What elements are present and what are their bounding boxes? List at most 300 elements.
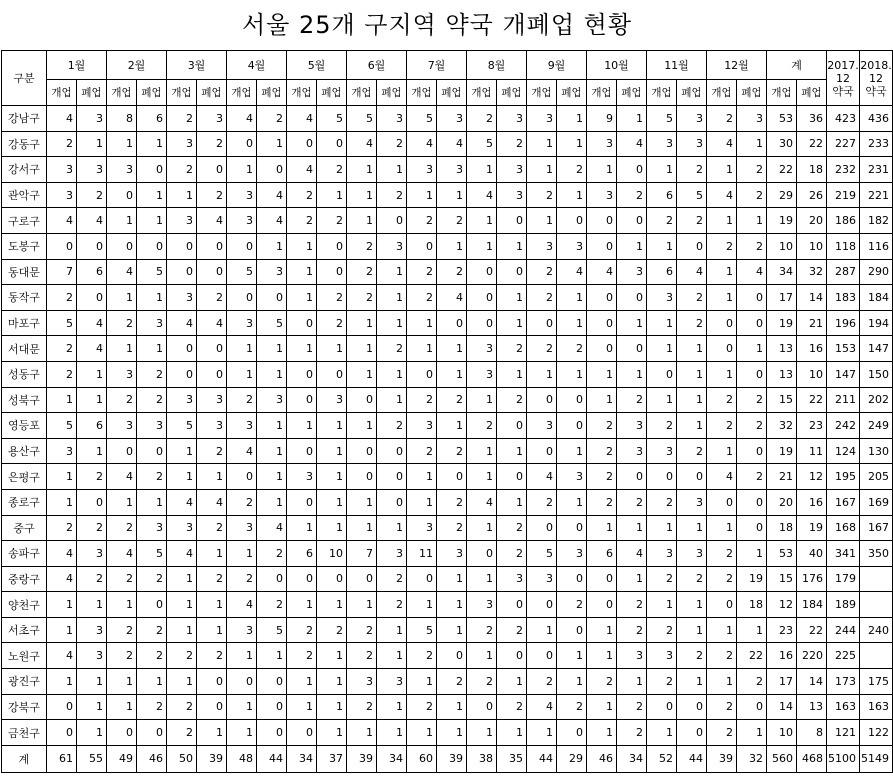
table-cell: 0 [197,361,227,387]
table-cell: 0 [407,361,437,387]
table-cell: 0 [287,361,317,387]
table-row [2,336,893,362]
table-cell: 163 [860,694,893,720]
table-cell: 2 [707,694,737,720]
header-close: 폐업 [797,80,827,106]
table-cell: 1 [377,515,407,541]
table-cell: 1 [47,617,77,643]
table-cell: 13 [767,336,797,362]
table-cell: 2 [707,566,737,592]
table-cell: 3 [467,592,497,618]
table-cell: 1 [437,720,467,746]
table-cell: 1 [587,720,617,746]
table-cell: 2 [647,489,677,515]
table-cell: 4 [47,566,77,592]
table-cell: 2 [47,361,77,387]
table-cell: 1 [287,285,317,311]
table-cell: 1 [497,489,527,515]
table-cell: 5 [407,106,437,132]
table-cell: 2 [317,285,347,311]
district-name: 송파구 [2,541,47,567]
table-cell: 2 [407,259,437,285]
table-cell: 2 [557,694,587,720]
table-cell: 0 [137,233,167,259]
table-cell: 5 [167,413,197,439]
table-cell: 0 [587,233,617,259]
table-cell: 2 [527,336,557,362]
table-cell: 10 [767,720,797,746]
table-cell: 468 [797,745,827,772]
table-cell: 4 [347,131,377,157]
table-cell: 0 [227,464,257,490]
table-cell: 3 [77,157,107,183]
table-cell: 0 [557,387,587,413]
table-cell: 2 [287,182,317,208]
table-cell: 6 [77,413,107,439]
table-cell: 39 [347,745,377,772]
district-name: 강서구 [2,157,47,183]
table-cell: 1 [317,413,347,439]
district-name: 서대문 [2,336,47,362]
header-close: 폐업 [377,80,407,106]
table-cell: 1 [137,285,167,311]
table-cell: 3 [497,566,527,592]
table-cell: 14 [797,669,827,695]
table-cell: 3 [77,643,107,669]
header-close: 폐업 [677,80,707,106]
table-cell: 3 [167,515,197,541]
district-name: 중랑구 [2,566,47,592]
table-cell: 0 [167,361,197,387]
table-cell: 1 [377,259,407,285]
table-cell: 4 [227,438,257,464]
district-name: 성북구 [2,387,47,413]
table-cell: 1 [707,361,737,387]
header-open: 개업 [167,80,197,106]
header-close: 폐업 [617,80,647,106]
table-row [2,106,893,132]
table-cell: 0 [647,694,677,720]
table-cell: 4 [47,541,77,567]
table-cell: 3 [617,259,647,285]
table-cell: 1 [707,208,737,234]
table-cell: 1 [77,438,107,464]
table-cell: 1 [107,669,137,695]
table-cell: 7 [47,259,77,285]
table-cell: 2 [437,208,467,234]
table-cell: 46 [137,745,167,772]
table-cell: 2 [47,336,77,362]
table-cell: 1 [317,720,347,746]
table-cell: 0 [557,566,587,592]
table-cell: 0 [707,310,737,336]
table-cell: 0 [227,131,257,157]
table-cell: 0 [677,233,707,259]
table-cell: 30 [767,131,797,157]
table-cell: 1 [557,182,587,208]
table-cell: 1 [377,310,407,336]
table-row [2,131,893,157]
table-cell: 1 [197,617,227,643]
table-cell: 2 [107,310,137,336]
table-cell: 3 [557,464,587,490]
table-cell: 3 [377,541,407,567]
table-cell: 2 [137,694,167,720]
table-cell: 1 [167,182,197,208]
table-cell: 0 [317,361,347,387]
header-month: 계 [767,51,827,80]
table-cell: 2 [47,131,77,157]
table-cell: 2 [557,592,587,618]
table-cell: 0 [617,208,647,234]
table-cell: 2 [137,464,167,490]
table-cell: 244 [827,617,860,643]
table-cell: 189 [827,592,860,618]
table-cell: 2 [737,182,767,208]
table-cell: 0 [197,233,227,259]
table-cell: 3 [497,182,527,208]
table-cell: 0 [407,233,437,259]
table-cell: 2 [527,285,557,311]
table-row [2,157,893,183]
table-cell: 21 [767,464,797,490]
table-cell: 2 [737,233,767,259]
table-cell: 2 [617,592,647,618]
table-cell: 1 [227,157,257,183]
table-cell: 2 [317,157,347,183]
table-cell: 49 [107,745,137,772]
table-cell: 2 [707,233,737,259]
table-cell: 1 [497,361,527,387]
table-cell: 3 [647,438,677,464]
table-cell: 147 [827,361,860,387]
table-cell: 0 [47,694,77,720]
table-cell: 1 [257,361,287,387]
table-cell: 4 [47,208,77,234]
table-cell [860,566,893,592]
table-cell: 3 [677,541,707,567]
table-cell: 1 [347,489,377,515]
table-cell: 5 [527,541,557,567]
table-cell: 0 [407,566,437,592]
table-cell: 3 [647,541,677,567]
table-cell: 3 [527,566,557,592]
table-cell: 1 [467,233,497,259]
table-cell: 20 [767,489,797,515]
table-cell: 3 [227,515,257,541]
table-cell: 0 [677,464,707,490]
table-cell: 1 [587,361,617,387]
table-cell: 32 [767,413,797,439]
table-cell: 8 [107,106,137,132]
table-cell: 2 [227,489,257,515]
table-cell: 1 [167,464,197,490]
table-cell: 1 [287,669,317,695]
table-cell: 4 [77,208,107,234]
table-cell: 3 [167,131,197,157]
table-cell: 6 [587,541,617,567]
table-cell: 1 [287,233,317,259]
table-cell: 1 [467,566,497,592]
table-cell: 1 [677,592,707,618]
table-cell: 1 [557,438,587,464]
table-cell: 1 [47,669,77,695]
table-cell: 15 [767,387,797,413]
table-cell: 2 [707,413,737,439]
table-cell: 1 [617,310,647,336]
table-cell [860,592,893,618]
table-cell: 1 [377,643,407,669]
header-open: 개업 [527,80,557,106]
header-open: 개업 [107,80,137,106]
table-cell: 2 [77,182,107,208]
table-cell: 0 [557,617,587,643]
table-cell: 5 [317,106,347,132]
table-cell: 1 [197,464,227,490]
table-cell: 1 [77,387,107,413]
table-cell: 1 [467,643,497,669]
table-cell: 5100 [827,745,860,772]
table-cell: 2 [527,259,557,285]
table-row [2,541,893,567]
table-cell: 2 [287,208,317,234]
table-cell: 0 [527,438,557,464]
table-cell: 2 [707,541,737,567]
table-cell: 1 [587,643,617,669]
table-cell: 5 [137,541,167,567]
table-cell: 1 [557,361,587,387]
table-cell: 1 [707,669,737,695]
table-cell: 36 [797,106,827,132]
district-name: 서초구 [2,617,47,643]
table-cell: 2 [677,285,707,311]
table-cell: 3 [377,106,407,132]
table-cell: 2 [707,106,737,132]
table-cell: 34 [617,745,647,772]
table-cell: 1 [317,336,347,362]
table-cell: 1 [167,438,197,464]
table-cell: 1 [437,694,467,720]
table-cell: 3 [107,361,137,387]
table-cell: 22 [767,157,797,183]
table-cell: 130 [860,438,893,464]
table-cell: 194 [860,310,893,336]
table-cell: 0 [617,336,647,362]
table-cell: 0 [527,387,557,413]
table-cell: 2 [437,387,467,413]
table-cell: 1 [467,208,497,234]
table-cell: 1 [737,336,767,362]
table-cell: 4 [197,310,227,336]
table-cell: 1 [107,208,137,234]
table-cell: 1 [287,336,317,362]
table-cell: 17 [767,669,797,695]
table-cell: 0 [77,489,107,515]
table-cell: 3 [407,515,437,541]
table-cell: 2 [737,387,767,413]
table-cell: 1 [377,387,407,413]
table-cell: 2 [287,643,317,669]
table-cell: 0 [737,438,767,464]
table-cell: 1 [377,720,407,746]
table-cell: 3 [137,515,167,541]
table-cell: 55 [77,745,107,772]
table-cell: 4 [707,182,737,208]
table-row [2,643,893,669]
table-cell: 0 [227,669,257,695]
table-cell: 2 [497,694,527,720]
table-cell: 0 [107,233,137,259]
table-cell: 4 [107,541,137,567]
table-cell: 1 [647,336,677,362]
header-district: 구분 [2,51,47,106]
table-cell: 0 [557,208,587,234]
table-cell: 7 [347,541,377,567]
table-cell: 0 [647,361,677,387]
table-cell: 2 [47,515,77,541]
table-cell: 19 [767,310,797,336]
table-cell: 1 [107,285,137,311]
table-cell: 0 [557,515,587,541]
table-cell: 18 [797,157,827,183]
table-cell: 182 [860,208,893,234]
header-month: 1월 [47,51,107,80]
table-cell: 1 [527,157,557,183]
table-cell: 4 [737,259,767,285]
table-cell: 53 [767,106,797,132]
table-cell: 44 [527,745,557,772]
table-cell: 34 [287,745,317,772]
table-cell: 4 [527,694,557,720]
table-cell: 1 [497,438,527,464]
table-cell: 0 [107,438,137,464]
district-name: 동대문 [2,259,47,285]
table-cell: 2 [587,489,617,515]
table-cell: 2 [47,285,77,311]
table-row [2,720,893,746]
table-cell: 168 [827,515,860,541]
table-cell: 0 [317,259,347,285]
table-cell: 1 [647,515,677,541]
table-cell: 1 [437,233,467,259]
table-cell: 0 [647,464,677,490]
table-cell: 5 [467,131,497,157]
header-open: 개업 [287,80,317,106]
table-cell: 0 [527,515,557,541]
table-cell: 4 [77,336,107,362]
table-cell: 0 [167,259,197,285]
table-cell: 0 [587,285,617,311]
table-cell: 53 [767,541,797,567]
table-cell: 1 [527,131,557,157]
table-cell: 6 [287,541,317,567]
table-cell: 1 [287,515,317,541]
table-cell: 2 [677,643,707,669]
table-cell: 163 [827,694,860,720]
table-cell: 2 [647,413,677,439]
table-cell: 38 [467,745,497,772]
table-cell: 10 [317,541,347,567]
table-cell: 2 [197,182,227,208]
header-month: 8월 [467,51,527,80]
table-cell: 1 [647,387,677,413]
table-cell: 1 [167,617,197,643]
table-cell: 2 [347,285,377,311]
table-cell: 1 [407,489,437,515]
table-cell: 1 [377,361,407,387]
table-cell: 37 [317,745,347,772]
table-cell: 2 [377,566,407,592]
table-cell: 560 [767,745,797,772]
table-cell: 1 [257,131,287,157]
district-name: 마포구 [2,310,47,336]
table-cell: 1 [227,336,257,362]
table-cell: 2 [437,489,467,515]
table-cell: 0 [317,131,347,157]
table-cell: 1 [677,413,707,439]
table-cell: 3 [647,643,677,669]
table-cell: 1 [407,669,437,695]
table-cell: 1 [77,720,107,746]
table-cell: 0 [497,413,527,439]
table-cell: 3 [197,387,227,413]
table-cell: 4 [47,106,77,132]
table-cell: 0 [587,310,617,336]
table-row [2,592,893,618]
table-cell: 3 [257,259,287,285]
table-cell: 4 [527,464,557,490]
table-cell: 0 [197,336,227,362]
table-row [2,361,893,387]
table-cell: 0 [497,208,527,234]
table-cell: 0 [137,157,167,183]
table-cell: 3 [467,336,497,362]
table-cell: 15 [767,566,797,592]
table-cell: 2 [77,515,107,541]
table-cell: 0 [77,285,107,311]
table-cell: 22 [797,387,827,413]
table-cell: 1 [77,131,107,157]
table-cell: 287 [827,259,860,285]
table-cell: 3 [557,233,587,259]
table-cell: 2 [377,413,407,439]
table-row [2,694,893,720]
table-cell: 0 [347,387,377,413]
table-cell: 1 [317,694,347,720]
table-cell: 1 [137,489,167,515]
table-cell: 0 [437,464,467,490]
table-cell: 1 [257,438,287,464]
table-cell: 1 [617,361,647,387]
table-cell: 2 [647,669,677,695]
table-cell: 29 [767,182,797,208]
table-cell: 0 [437,643,467,669]
table-cell: 1 [107,694,137,720]
table-cell: 3 [287,464,317,490]
table-cell: 4 [167,310,197,336]
table-cell: 2 [197,285,227,311]
table-cell: 1 [167,566,197,592]
table-cell: 2 [107,617,137,643]
table-cell: 1 [557,669,587,695]
table-cell: 22 [797,131,827,157]
table-cell: 1 [677,515,707,541]
table-cell: 1 [377,694,407,720]
table-cell: 4 [227,106,257,132]
table-cell: 3 [407,157,437,183]
table-cell: 6 [137,106,167,132]
table-cell: 6 [647,259,677,285]
